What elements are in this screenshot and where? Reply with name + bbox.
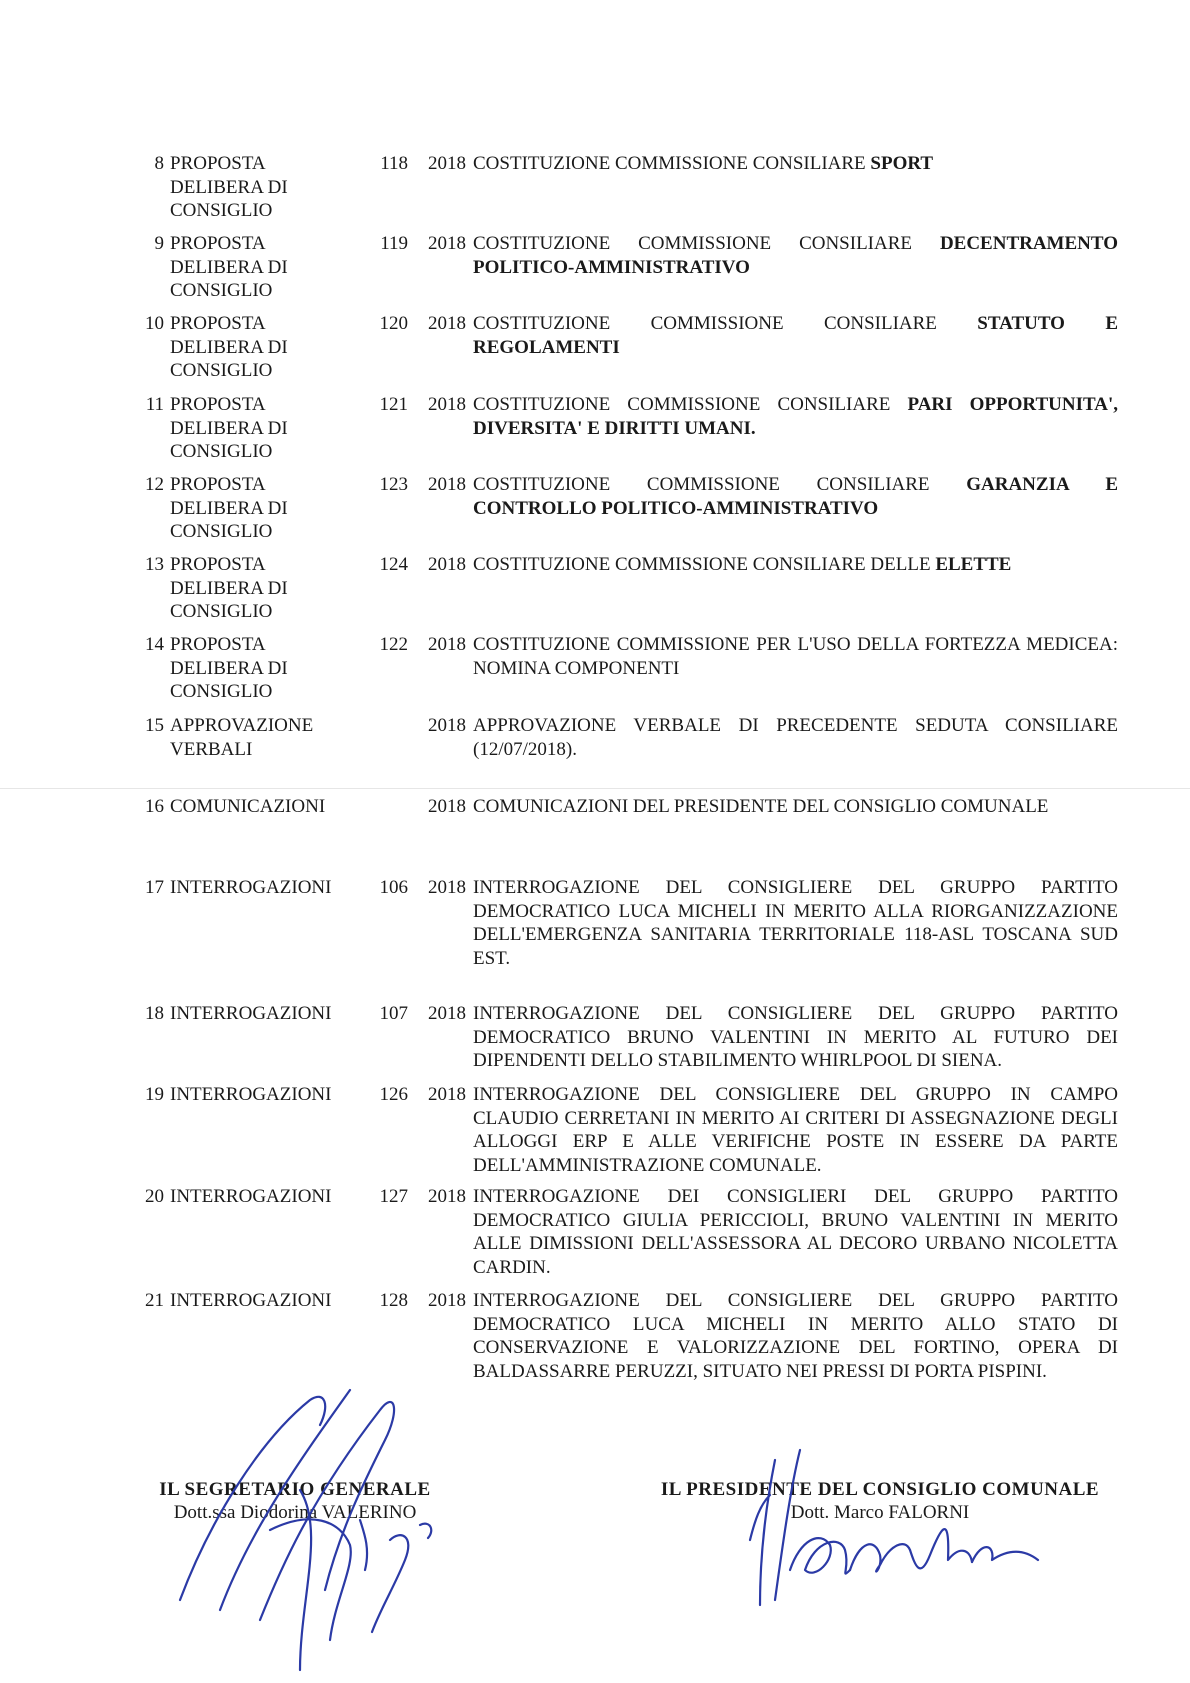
- item-type: INTERROGAZIONI: [170, 1003, 332, 1024]
- item-subject: COSTITUZIONE COMMISSIONE CONSILIARE SPORT: [473, 153, 934, 174]
- item-year: 2018: [428, 1084, 466, 1105]
- item-subject: APPROVAZIONE VERBALE DI PRECEDENTE SEDUTA CONSILIARE (12/07/2018).: [473, 715, 1118, 760]
- item-number: 9: [154, 233, 164, 254]
- proposal-number: 106: [379, 877, 408, 898]
- item-subject: INTERROGAZIONE DEL CONSIGLIERE DEL GRUPPO PARTITO DEMOCRATICO LUCA MICHELI IN MERITO ALLO STATO DI CONSERVAZIONE E VALORIZZAZIONE DEL FORTINO, OPERA DI BALDASSARRE PERUZZI, SITUATO NEI PRESSI DI PORTA PISPINI.: [473, 1290, 1118, 1382]
- proposal-number: 107: [379, 1003, 408, 1024]
- item-subject: INTERROGAZIONE DEL CONSIGLIERE DEL GRUPPO PARTITO DEMOCRATICO LUCA MICHELI IN MERITO ALLA RIORGANIZZAZIONE DELL'EMERGENZA SANITARIA TERRITORIALE 118-ASL TOSCANA SUD EST.: [473, 877, 1118, 969]
- item-number: 16: [145, 796, 164, 817]
- item-year: 2018: [428, 1290, 466, 1311]
- item-number: 21: [145, 1290, 164, 1311]
- item-number: 18: [145, 1003, 164, 1024]
- item-number: 15: [145, 715, 164, 736]
- item-type: PROPOSTA DELIBERA DI CONSIGLIO: [170, 394, 288, 462]
- proposal-number: 118: [380, 153, 408, 174]
- item-subject: INTERROGAZIONE DEL CONSIGLIERE DEL GRUPPO PARTITO DEMOCRATICO BRUNO VALENTINI IN MERITO AL FUTURO DEI DIPENDENTI DELLO STABILIMENTO WHIRLPOOL DI SIENA.: [473, 1003, 1118, 1071]
- signer-title: IL SEGRETARIO GENERALE: [159, 1479, 431, 1500]
- item-subject: INTERROGAZIONE DEL CONSIGLIERE DEL GRUPPO IN CAMPO CLAUDIO CERRETANI IN MERITO AI CRITERI DI ASSEGNAZIONE DEGLI ALLOGGI ERP E ALLE VERIFICHE POSTE IN ESSERE DA PARTE DELL'AMMINISTRAZIONE COMUNALE.: [473, 1084, 1118, 1176]
- item-type: INTERROGAZIONI: [170, 877, 332, 898]
- item-year: 2018: [428, 474, 466, 495]
- item-number: 11: [145, 394, 164, 415]
- proposal-number: 126: [379, 1084, 408, 1105]
- signature-block-president: [645, 1478, 1115, 1524]
- item-type: COMUNICAZIONI: [170, 796, 326, 817]
- item-number: 8: [154, 153, 164, 174]
- item-subject: COSTITUZIONE COMMISSIONE CONSILIARE PARI OPPORTUNITA', DIVERSITA' E DIRITTI UMANI.: [473, 394, 1118, 439]
- signer-title: IL PRESIDENTE DEL CONSIGLIO COMUNALE: [660, 1479, 1100, 1500]
- item-year: 2018: [428, 1186, 466, 1207]
- signature-block-secretary: [140, 1478, 450, 1524]
- item-type: PROPOSTA DELIBERA DI CONSIGLIO: [170, 554, 288, 622]
- item-type: APPROVAZIONE VERBALI: [170, 715, 314, 760]
- item-year: 2018: [428, 877, 466, 898]
- item-number: 17: [145, 877, 164, 898]
- item-type: PROPOSTA DELIBERA DI CONSIGLIO: [170, 153, 288, 221]
- signer-name: Dott. Marco FALORNI: [790, 1502, 970, 1523]
- item-year: 2018: [428, 634, 466, 655]
- item-year: 2018: [428, 394, 466, 415]
- proposal-number: 128: [379, 1290, 408, 1311]
- proposal-number: 124: [379, 554, 408, 575]
- signer-name: Dott.ssa Diodorina VALERINO: [173, 1502, 417, 1523]
- item-type: INTERROGAZIONI: [170, 1186, 332, 1207]
- item-year: 2018: [428, 715, 466, 736]
- proposal-number: 123: [379, 474, 408, 495]
- item-subject: COSTITUZIONE COMMISSIONE PER L'USO DELLA FORTEZZA MEDICEA: NOMINA COMPONENTI: [473, 634, 1118, 679]
- handwritten-signature-secretary: [150, 1370, 470, 1680]
- item-subject: COMUNICAZIONI DEL PRESIDENTE DEL CONSIGLIO COMUNALE: [473, 796, 1049, 817]
- item-year: 2018: [428, 153, 466, 174]
- item-number: 20: [145, 1186, 164, 1207]
- item-type: PROPOSTA DELIBERA DI CONSIGLIO: [170, 474, 288, 542]
- item-number: 19: [145, 1084, 164, 1105]
- item-type: INTERROGAZIONI: [170, 1290, 332, 1311]
- item-type: PROPOSTA DELIBERA DI CONSIGLIO: [170, 233, 288, 301]
- item-year: 2018: [428, 1003, 466, 1024]
- item-number: 13: [145, 554, 164, 575]
- proposal-number: 127: [379, 1186, 408, 1207]
- proposal-number: 122: [379, 634, 408, 655]
- item-subject: COSTITUZIONE COMMISSIONE CONSILIARE STATUTO E REGOLAMENTI: [473, 313, 1118, 358]
- item-year: 2018: [428, 233, 466, 254]
- item-number: 12: [145, 474, 164, 495]
- item-number: 10: [145, 313, 164, 334]
- item-year: 2018: [428, 796, 466, 817]
- item-type: INTERROGAZIONI: [170, 1084, 332, 1105]
- proposal-number: 121: [379, 394, 408, 415]
- item-type: PROPOSTA DELIBERA DI CONSIGLIO: [170, 313, 288, 381]
- proposal-number: 119: [380, 233, 408, 254]
- scan-line: [0, 788, 1190, 789]
- item-subject: COSTITUZIONE COMMISSIONE CONSILIARE DELLE ELETTE: [473, 554, 1012, 575]
- item-subject: INTERROGAZIONE DEI CONSIGLIERI DEL GRUPPO PARTITO DEMOCRATICO GIULIA PERICCIOLI, BRUNO VALENTINI IN MERITO ALLE DIMISSIONI DELL'ASSESSORA AL DECORO URBANO NICOLETTA CARDIN.: [473, 1186, 1118, 1278]
- item-type: PROPOSTA DELIBERA DI CONSIGLIO: [170, 634, 288, 702]
- item-year: 2018: [428, 313, 466, 334]
- item-subject: COSTITUZIONE COMMISSIONE CONSILIARE GARANZIA E CONTROLLO POLITICO-AMMINISTRATIVO: [473, 474, 1118, 519]
- proposal-number: 120: [379, 313, 408, 334]
- item-number: 14: [145, 634, 164, 655]
- item-subject: COSTITUZIONE COMMISSIONE CONSILIARE DECENTRAMENTO POLITICO-AMMINISTRATIVO: [473, 233, 1118, 278]
- item-year: 2018: [428, 554, 466, 575]
